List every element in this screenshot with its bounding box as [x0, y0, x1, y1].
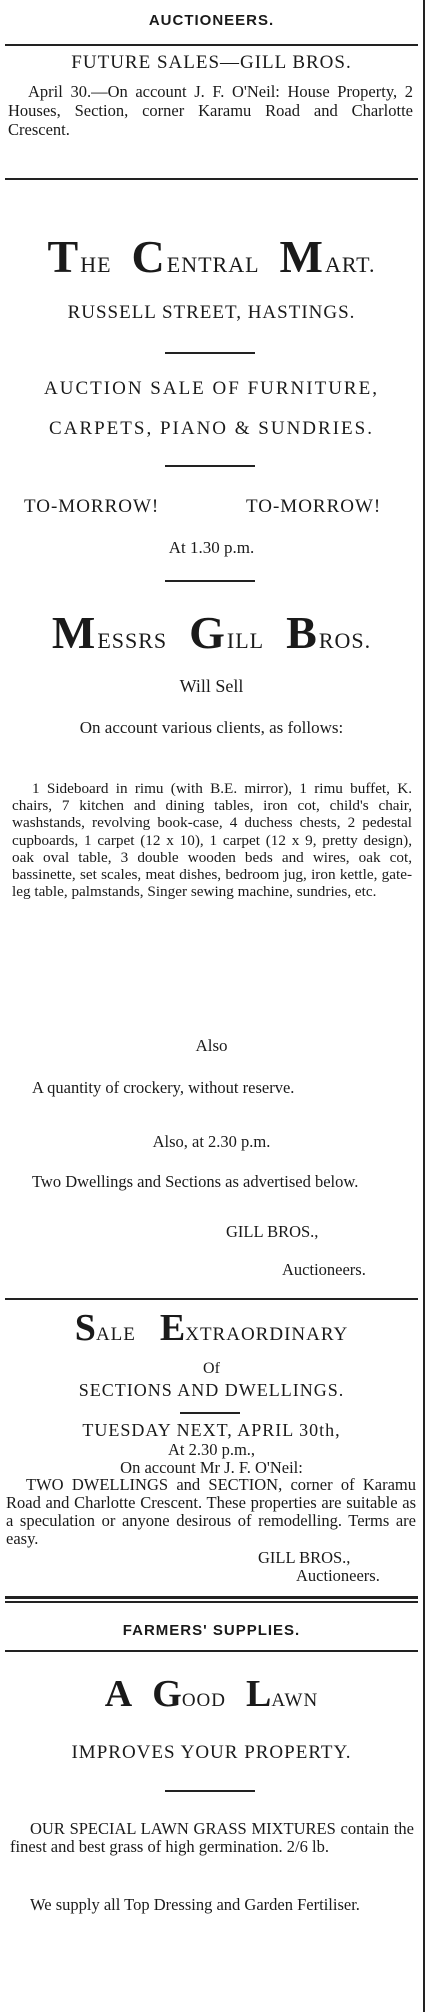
sale-date: TUESDAY NEXT, APRIL 30th, [82, 1420, 341, 1440]
section-header-farmers: FARMERS' SUPPLIES. [122, 1622, 301, 1639]
signature-role-2: Auctioneers. [296, 1566, 380, 1585]
lawn-supply: We supply all Top Dressing and Garden Fertiliser. [30, 1895, 360, 1914]
divider [5, 44, 418, 46]
divider [5, 1298, 418, 1300]
signature-2: GILL BROS., [258, 1548, 351, 1567]
sale-line-1: AUCTION SALE OF FURNITURE, [44, 378, 379, 399]
sale-extraordinary-body: TWO DWELLINGS and SECTION, corner of Karamu Road and Charlotte Crescent. These properties are suitable as a speculation or anyone desirous of remodelling. Terms are easy. [6, 1475, 416, 1548]
items-list: 1 Sideboard in rimu (with B.E. mirror), 1 rimu buffet, K. chairs, 7 kitchen and dining tables, iron cot, child's chair, washstands, revolving book-case, 4 duchess chests, 2 pedestal cupboards, 1 carpet (12 x 10), 1 carpet (12 x 9, pretty design), oak oval table, 3 double wooden beds and wires, oak cot, bassinette, set scales, meat dishes, bedroom jug, iron kettle, gate-leg table, palmstands, Singer sewing machine, sundries, etc. [12, 780, 412, 901]
central-mart-title: THE CENTRAL MART. [47, 231, 376, 282]
good-lawn-title: A GOOD LAWN [104, 1673, 319, 1715]
signature-role: Auctioneers. [282, 1260, 366, 1279]
future-sales-title: FUTURE SALES—GILL BROS. [71, 52, 352, 73]
tomorrow-left: TO-MORROW! [24, 496, 160, 517]
dwellings-note: Two Dwellings and Sections as advertised below. [32, 1172, 359, 1191]
short-rule [165, 580, 255, 582]
section-header-auctioneers: AUCTIONEERS. [148, 12, 275, 29]
short-rule [165, 1790, 255, 1792]
sale-time: At 1.30 p.m. [168, 538, 255, 557]
central-mart-address: RUSSELL STREET, HASTINGS. [67, 302, 356, 323]
will-sell: Will Sell [179, 676, 244, 696]
double-rule-bottom [5, 1601, 418, 1603]
divider [5, 178, 418, 180]
sale-line-2: CARPETS, PIANO & SUNDRIES. [49, 418, 374, 439]
account-oneil: On account Mr J. F. O'Neil: [120, 1458, 303, 1477]
crockery-note: A quantity of crockery, without reserve. [32, 1078, 295, 1097]
also-label: Also [195, 1036, 228, 1055]
lawn-mixtures: OUR SPECIAL LAWN GRASS MIXTURES contain the finest and best grass of high germination. 2/6 lb. [10, 1819, 414, 1856]
also-230: Also, at 2.30 p.m. [152, 1132, 271, 1151]
signature: GILL BROS., [226, 1222, 319, 1241]
short-rule [165, 465, 255, 467]
sections-dwellings: SECTIONS AND DWELLINGS. [78, 1380, 345, 1400]
messrs-gill-bros-title: MESSRS GILL BROS. [51, 607, 372, 658]
tomorrow-right: TO-MORROW! [246, 496, 382, 517]
short-rule [165, 352, 255, 354]
double-rule-top [5, 1596, 418, 1599]
on-account-clients: On account various clients, as follows: [79, 718, 344, 737]
divider [5, 1650, 418, 1652]
sale-extraordinary-title: SALE EXTRAORDINARY [74, 1307, 349, 1349]
sale-time-2: At 2.30 p.m., [167, 1440, 256, 1459]
future-sales-body: April 30.—On account J. F. O'Neil: House Property, 2 Houses, Section, corner Karamu Road and Charlotte Crescent. [8, 82, 413, 139]
column-rule [423, 0, 425, 2012]
improves-property: IMPROVES YOUR PROPERTY. [71, 1742, 352, 1763]
of-label: Of [203, 1360, 220, 1377]
short-rule [180, 1412, 240, 1414]
